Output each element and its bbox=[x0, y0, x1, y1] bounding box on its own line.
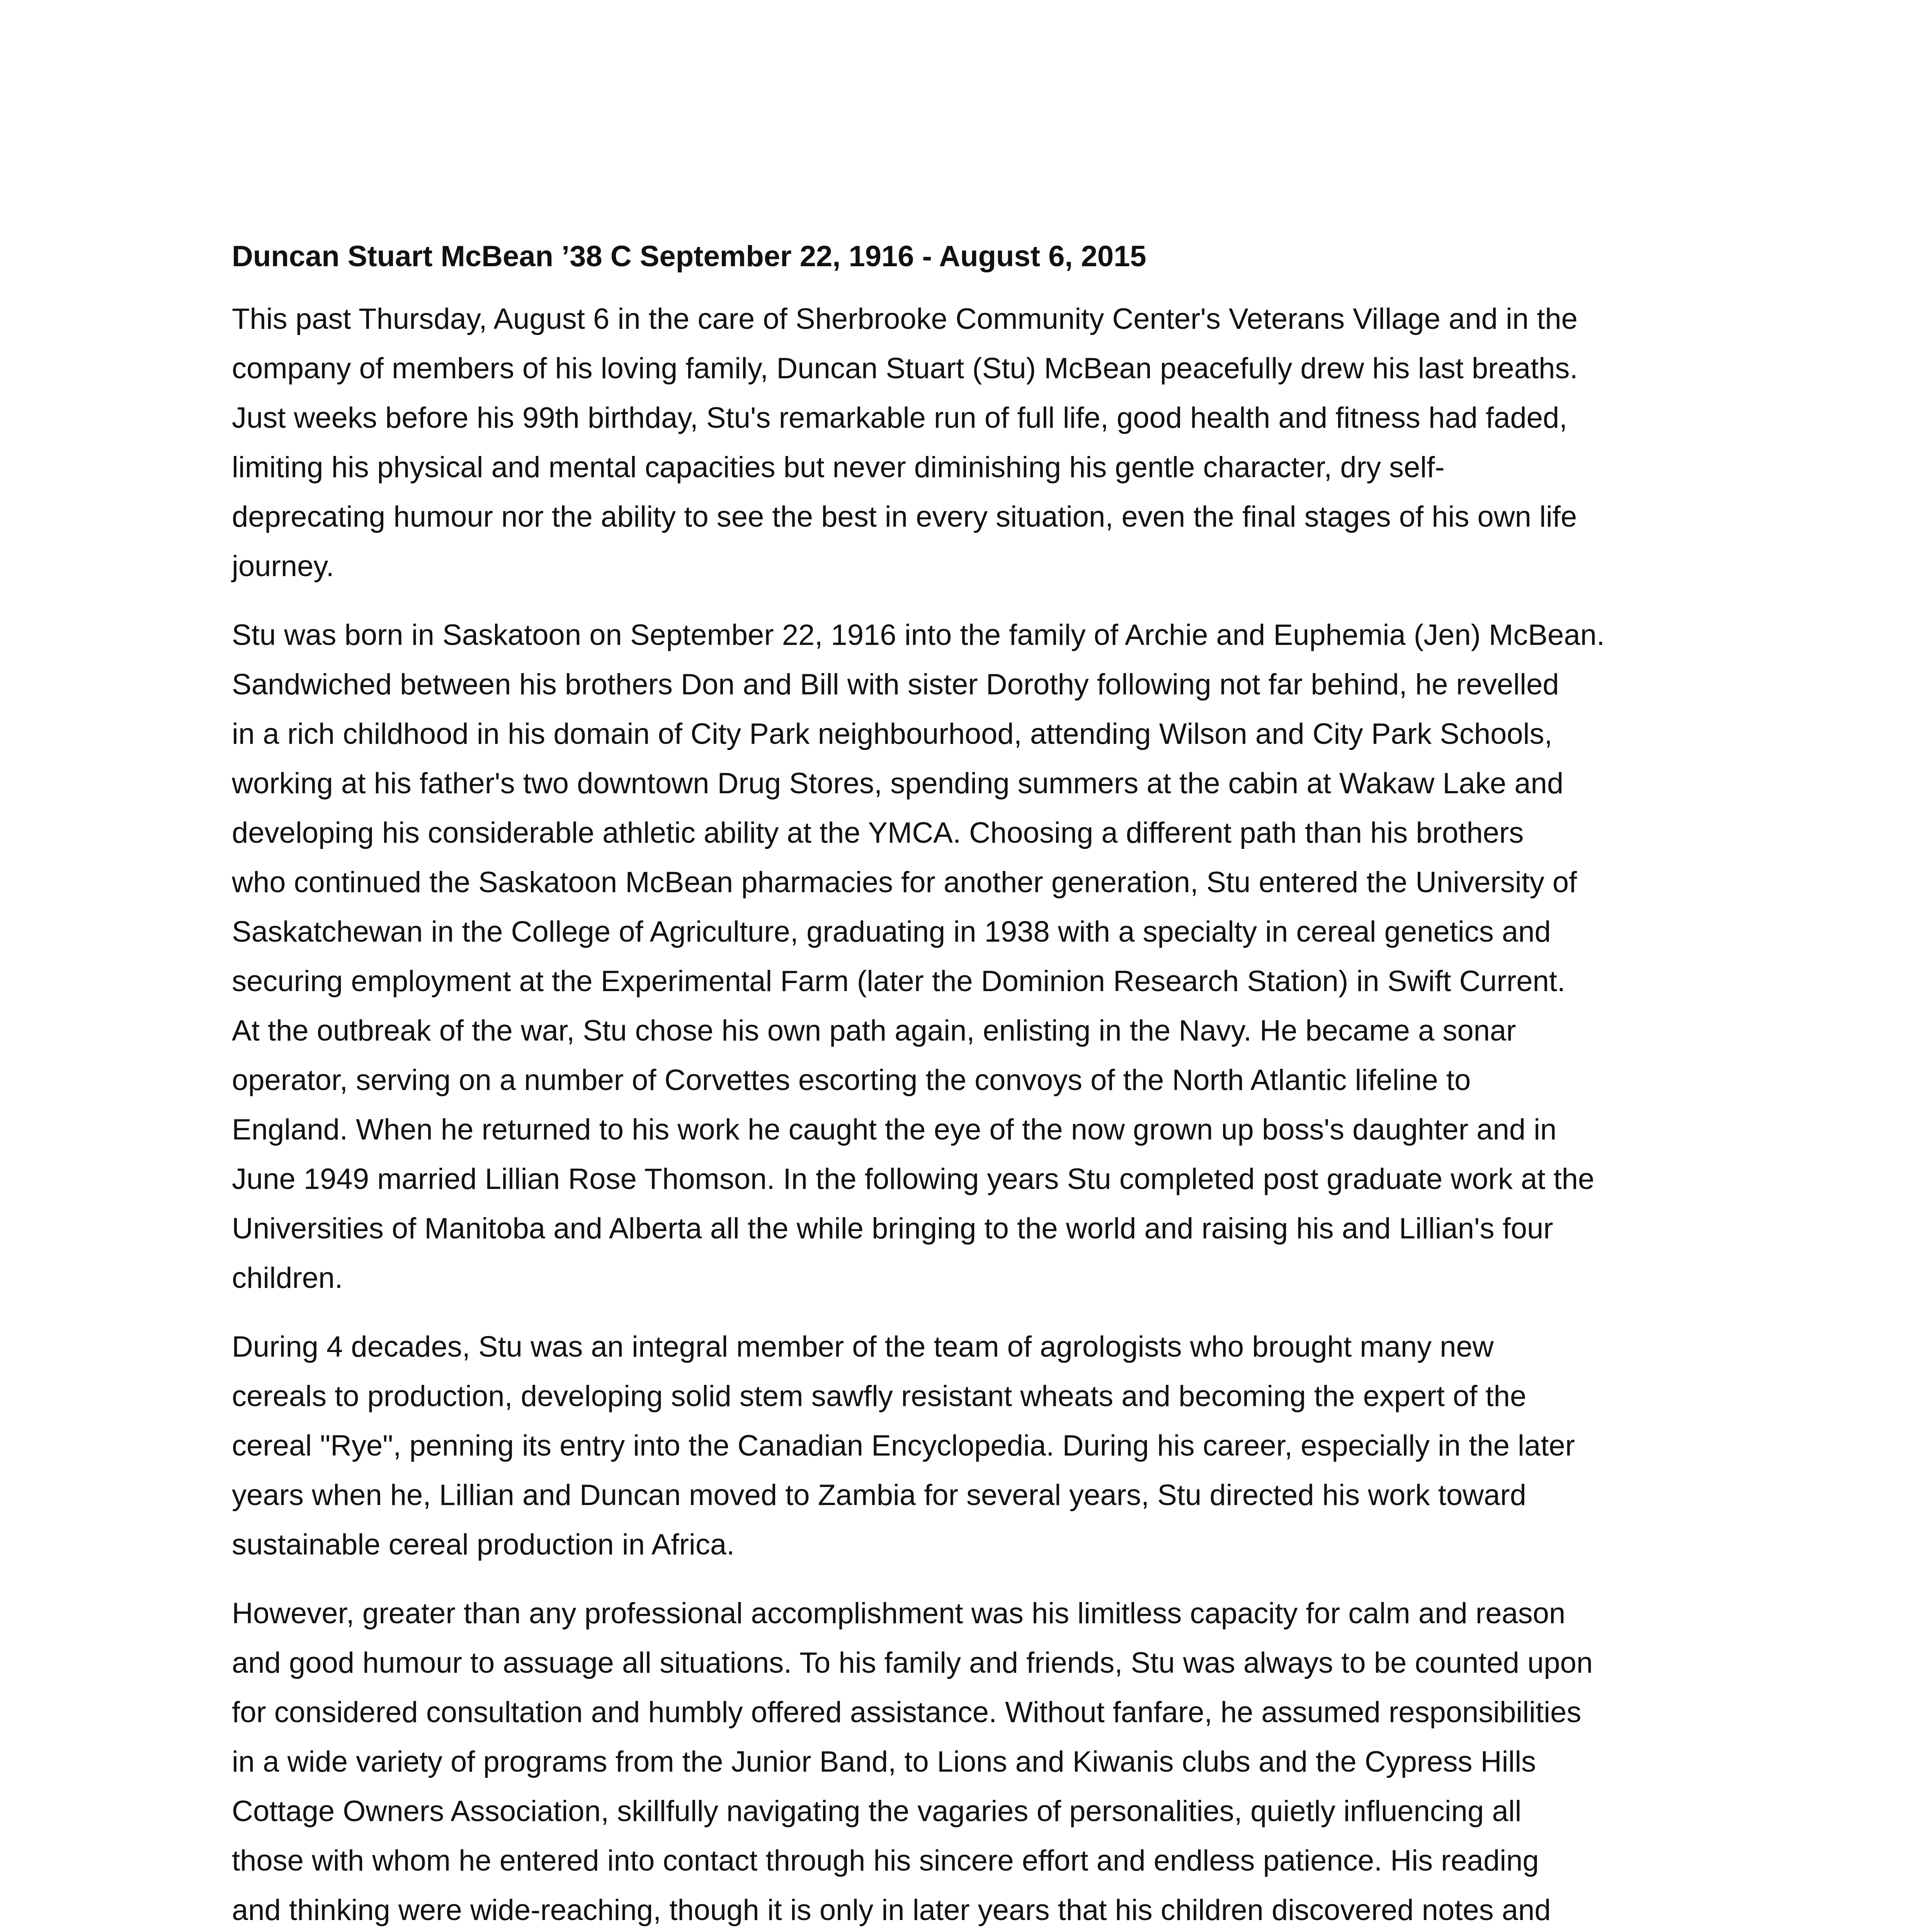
text-line: June 1949 married Lillian Rose Thomson. In the following years Stu completed post graduate work at the bbox=[232, 1163, 1595, 1196]
text-line: years when he, Lillian and Duncan moved to Zambia for several years, Stu directed his work toward bbox=[232, 1479, 1526, 1512]
text-line: However, greater than any professional accomplishment was his limitless capacity for calm and reason bbox=[232, 1597, 1566, 1630]
text-line: At the outbreak of the war, Stu chose his own path again, enlisting in the Navy. He became a sonar bbox=[232, 1014, 1516, 1047]
paragraph bbox=[232, 294, 1739, 591]
text-line: Universities of Manitoba and Alberta all the while bringing to the world and raising his and Lillian's four bbox=[232, 1212, 1553, 1245]
document-body bbox=[232, 294, 1739, 1932]
text-line: and good humour to assuage all situations. To his family and friends, Stu was always to be counted upon bbox=[232, 1646, 1593, 1679]
text-line: securing employment at the Experimental Farm (later the Dominion Research Station) in Swift Current. bbox=[232, 965, 1565, 998]
text-line: for considered consultation and humbly offered assistance. Without fanfare, he assumed responsibilities bbox=[232, 1696, 1582, 1729]
text-line: journey. bbox=[232, 550, 334, 583]
text-line: During 4 decades, Stu was an integral member of the team of agrologists who brought many new bbox=[232, 1330, 1494, 1363]
document-page bbox=[232, 232, 1739, 1932]
text-line: developing his considerable athletic ability at the YMCA. Choosing a different path than his brothers bbox=[232, 816, 1524, 849]
paragraph bbox=[232, 1589, 1739, 1932]
text-line: and thinking were wide-reaching, though it is only in later years that his children discovered notes and bbox=[232, 1894, 1551, 1927]
text-line: sustainable cereal production in Africa. bbox=[232, 1528, 735, 1561]
text-line: England. When he returned to his work he caught the eye of the now grown up boss's daughter and in bbox=[232, 1113, 1557, 1146]
text-line: in a wide variety of programs from the Junior Band, to Lions and Kiwanis clubs and the Cypress Hills bbox=[232, 1745, 1536, 1778]
text-line: working at his father's two downtown Drug Stores, spending summers at the cabin at Wakaw Lake and bbox=[232, 767, 1564, 800]
text-line: cereals to production, developing solid stem sawfly resistant wheats and becoming the expert of the bbox=[232, 1380, 1527, 1413]
text-line: Just weeks before his 99th birthday, Stu's remarkable run of full life, good health and fitness had faded, bbox=[232, 401, 1568, 434]
text-line: limiting his physical and mental capacities but never diminishing his gentle character, dry self- bbox=[232, 451, 1445, 484]
text-line: Sandwiched between his brothers Don and Bill with sister Dorothy following not far behind, he revelled bbox=[232, 668, 1559, 701]
text-line: in a rich childhood in his domain of City Park neighbourhood, attending Wilson and City Park Schools, bbox=[232, 718, 1553, 750]
text-line: Saskatchewan in the College of Agriculture, graduating in 1938 with a specialty in cereal genetics and bbox=[232, 915, 1551, 948]
text-line: This past Thursday, August 6 in the care of Sherbrooke Community Center's Veterans Village and in the bbox=[232, 303, 1578, 335]
text-line: children. bbox=[232, 1262, 343, 1294]
text-line: deprecating humour nor the ability to see the best in every situation, even the final stages of his own life bbox=[232, 500, 1577, 533]
text-line: who continued the Saskatoon McBean pharmacies for another generation, Stu entered the University of bbox=[232, 866, 1577, 899]
text-line: Stu was born in Saskatoon on September 22, 1916 into the family of Archie and Euphemia (Jen) McBean. bbox=[232, 619, 1605, 651]
document-title: Duncan Stuart McBean ’38 C September 22, 1916 - August 6, 2015 bbox=[232, 240, 1146, 273]
text-line: operator, serving on a number of Corvettes escorting the convoys of the North Atlantic lifeline to bbox=[232, 1064, 1471, 1097]
text-line: Cottage Owners Association, skillfully navigating the vagaries of personalities, quietly influencing all bbox=[232, 1795, 1522, 1828]
text-line: cereal "Rye", penning its entry into the Canadian Encyclopedia. During his career, especially in the later bbox=[232, 1429, 1575, 1462]
text-line: those with whom he entered into contact through his sincere effort and endless patience. His reading bbox=[232, 1844, 1539, 1877]
paragraph bbox=[232, 1322, 1739, 1570]
text-line: company of members of his loving family, Duncan Stuart (Stu) McBean peacefully drew his last breaths. bbox=[232, 352, 1578, 385]
paragraph bbox=[232, 611, 1739, 1303]
